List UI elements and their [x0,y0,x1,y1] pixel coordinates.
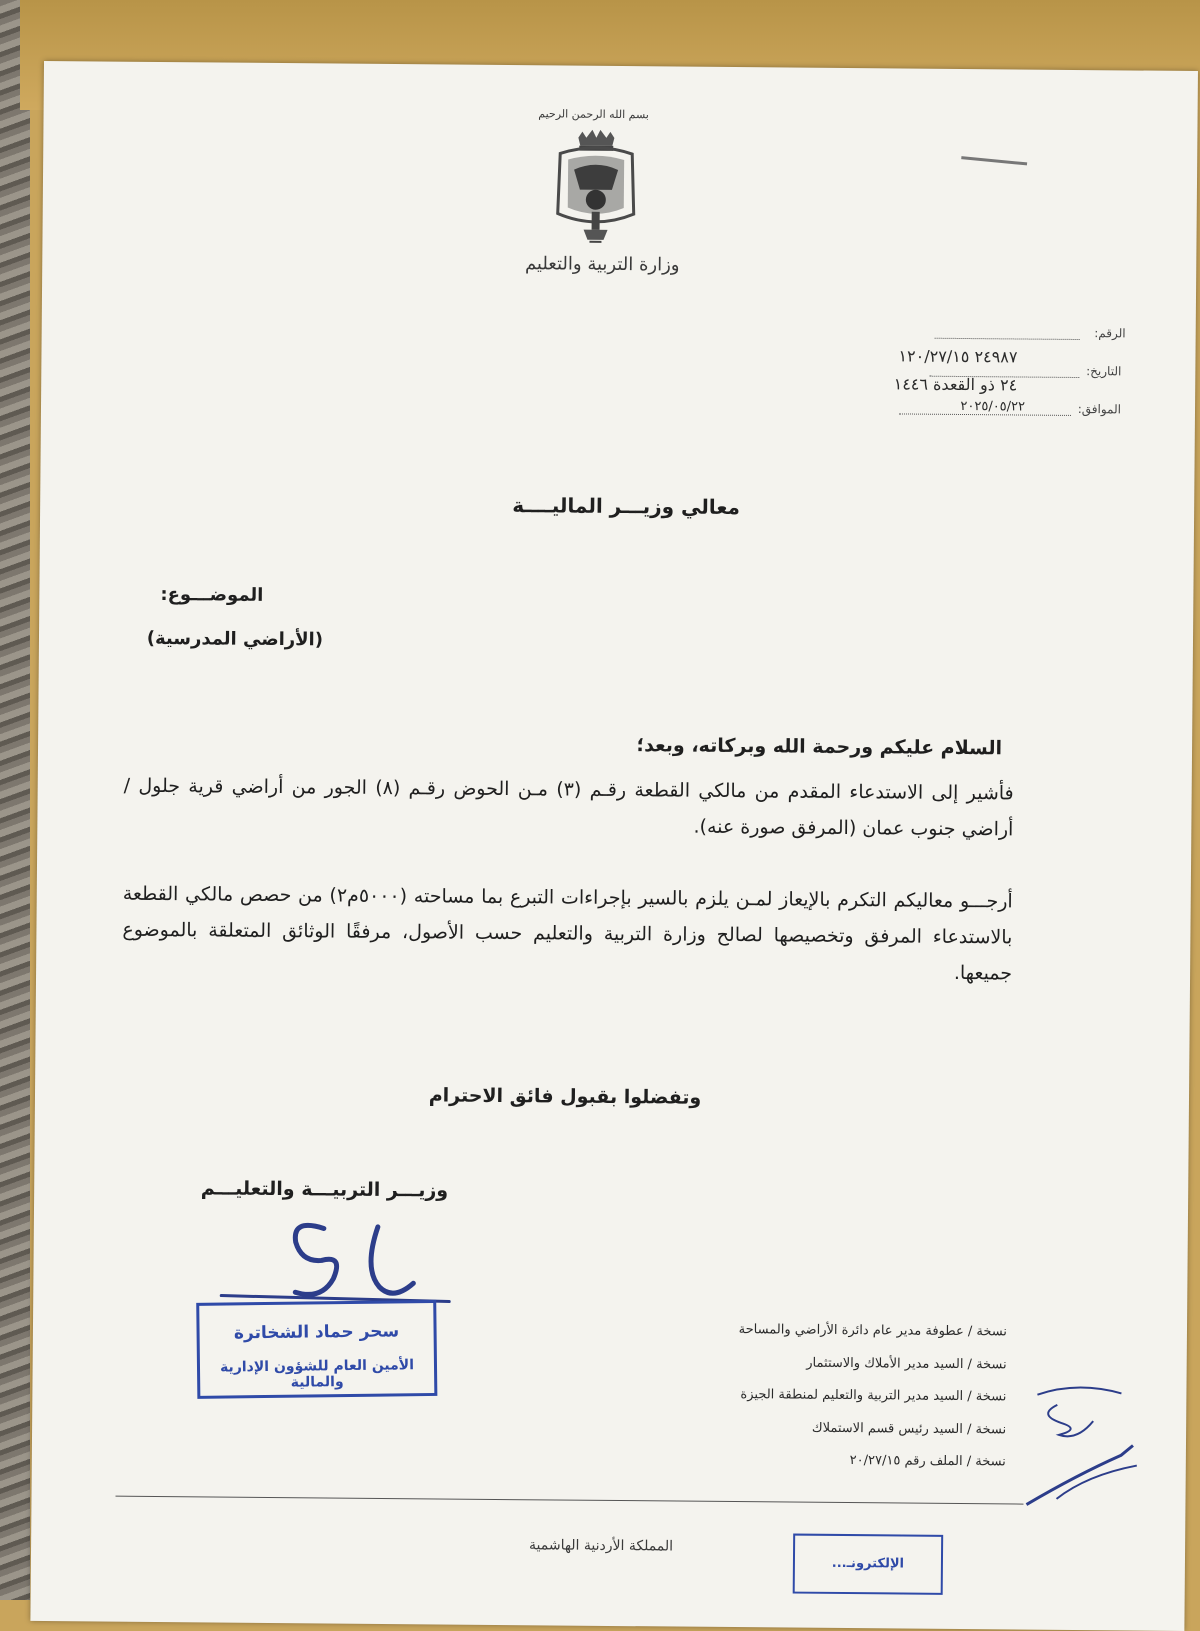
ministry-header: وزارة التربية والتعليم [482,253,722,276]
body-paragraph-1: فأشير إلى الاستدعاء المقدم من مالكي القطعة رقـم (٣) مـن الحوض رقـم (٨) الجور من أراضي قرية جلول /أراضي جنوب عمان (المرفق صورة عنه). [123,768,1014,848]
royal-crown-emblem-icon [547,129,644,254]
background-stone-surface [0,0,30,1600]
handwritten-initials [996,1374,1147,1529]
reference-number-value: ٢٤٩٨٧ ١٢٠/٢٧/١٥ [898,346,1017,366]
official-stamp [196,1300,437,1399]
reference-corresponding-value: ٢٠٢٥/٠٥/٢٢ [960,399,1025,415]
copy-item: نسخة / السيد رئيس قسم الاستملاك [738,1412,1007,1447]
letter-page [30,61,1198,1631]
subject-label: الموضـــوع: [160,584,263,606]
reference-date-label: التاريخ: [1086,364,1121,378]
copy-item: نسخة / السيد مدير التربية والتعليم لمنطقة الجيزة [738,1379,1007,1414]
body-paragraph-2: أرجـــو معاليكم التكرم بالإيعاز لمـن يلزم بالسير بإجراءات التبرع بما مساحته (٥٠٠٠م٢) من حصص مالكي القطعة بالاستدعاء المرفق وتخصيصها لصالح وزارة التربية والتعليم حسب الأصول، مرفقًا الوثائق المتعلقة بالموضوع جميعها. [122,876,1013,992]
addressee: معالي وزيـــر الماليــــة [476,493,776,520]
footer-divider [115,1496,1023,1505]
copy-item: نسخة / عطوفة مدير عام دائرة الأراضي والمساحة [739,1314,1008,1349]
reference-number-label: الرقم: [1094,326,1126,340]
copy-item: نسخة / السيد مدير الأملاك والاستثمار [738,1347,1007,1382]
pen-mark [961,156,1027,165]
signer-title: وزيـــر التربيـــة والتعليـــم [201,1177,449,1201]
reference-corresponding-label: الموافق: [1078,402,1121,416]
footer-country: المملكة الأردنية الهاشمية [491,1537,711,1555]
handwritten-signature [173,1207,474,1314]
copies-list [737,1314,1007,1479]
stamp-name: سحر حماد الشخاترة [199,1321,433,1344]
basmala-heading: بسم الله الرحمن الرحيم [534,107,654,121]
secondary-stamp-text: الإلكترونـ... [795,1556,941,1572]
copy-item: نسخة / الملف رقم ٢٠/٢٧/١٥ [737,1444,1006,1479]
subject-value: (الأراضي المدرسية) [147,628,323,651]
reference-date-value: ٢٤ ذو القعدة ١٤٤٦ [894,374,1018,394]
reference-number-line [935,337,1080,340]
greeting: السلام عليكم ورحمة الله وبركاته، وبعد؛ [636,734,1002,759]
stamp-title: الأمين العام للشؤون الإدارية والمالية [200,1357,434,1392]
closing-line: وتفضلوا بقبول فائق الاحترام [405,1084,725,1109]
secondary-stamp [793,1534,944,1595]
